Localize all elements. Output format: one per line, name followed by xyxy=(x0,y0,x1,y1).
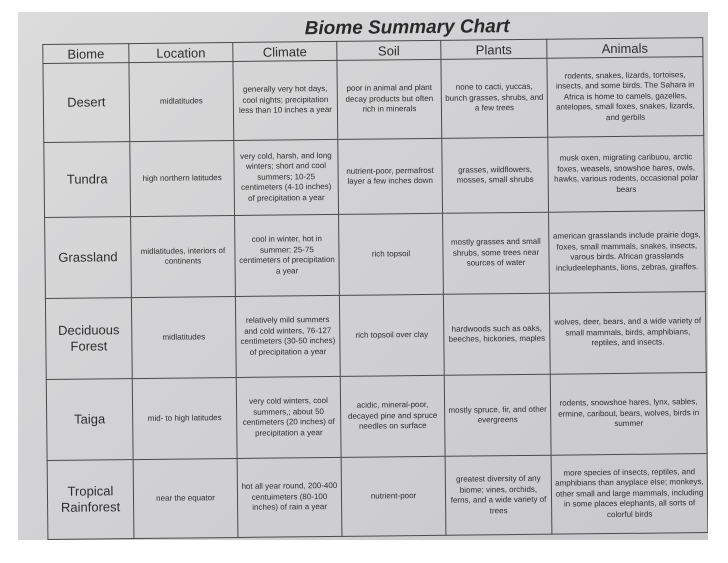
table-row xyxy=(46,373,707,461)
animals-cell: american grasslands include prairie dogs, foxes, small mammals, snakes, insects, varous birds. African grasslands includeelephants, lions, zebras, giraffes. xyxy=(549,211,706,294)
climate-cell: very cold, harsh, and long winters; short and cool summers; 10-25 centimeters (4-10 inches) of precipitation a year xyxy=(234,139,339,215)
animals-cell: musk oxen, migrating caribuou, arctic foxes, weasels, snowshoe hares, owls, hawks, various rodents, occasional polar bears xyxy=(548,136,705,213)
plants-cell: mostly spruce, fir, and other evergreens xyxy=(444,374,551,456)
header-animals: Animals xyxy=(547,38,703,59)
soil-cell: rich topsoil over clay xyxy=(339,294,444,376)
biome-cell: Taiga xyxy=(46,379,133,461)
location-cell: high northern latitudes xyxy=(130,140,235,216)
animals-cell: rodents, snakes, lizards, tortoises, insects, and some birds. The Sahara in Africa is home to camels, gazelles, antelopes, small foxes, snakes, lizards, and gerbils xyxy=(547,57,704,138)
climate-cell: cool in winter, hot in summer; 25-75 centimeters of precipitation a year xyxy=(235,214,340,296)
soil-cell: acidic, mineral-poor, decayed pine and spruce needles on surface xyxy=(340,375,445,457)
header-location: Location xyxy=(129,43,233,63)
biome-cell: Tundra xyxy=(44,142,131,218)
climate-cell: generally very hot days, cool nights; precipitation less than 10 inches a year xyxy=(233,60,338,140)
header-climate: Climate xyxy=(233,41,337,61)
location-cell: midlatitudes, interiors of continents xyxy=(131,215,236,297)
biome-cell: Deciduous Forest xyxy=(45,298,132,380)
table-row xyxy=(45,292,706,380)
plants-cell: greatest diversity of any biome; vines, orchids, ferns, and a wide variety of trees xyxy=(445,455,552,535)
location-cell: near the equator xyxy=(133,458,238,538)
climate-cell: very cold winters, cool summers,; about 50 centimeters (20 inches) of precipitation a year xyxy=(236,376,341,458)
biome-cell: Desert xyxy=(43,63,130,143)
header-soil: Soil xyxy=(337,40,441,60)
plants-cell: hardwoods such as oaks, beeches, hickories, maples xyxy=(443,293,550,375)
table-row xyxy=(47,454,708,540)
biome-table xyxy=(42,37,708,540)
animals-cell: rodents, snowshoe hares, lynx, sables, ermine, caribout, bears, wolves, birds in summer xyxy=(550,373,707,456)
animals-cell: wolves, deer, bears, and a wide variety of small mammals, birds, amphibians, reptiles, and insects. xyxy=(549,292,706,375)
climate-cell: hot all year round, 200-400 centuimeters (80-100 inches) of rain a year xyxy=(237,457,342,537)
table-row xyxy=(43,57,704,143)
biome-cell: Tropical Rainforest xyxy=(47,460,134,540)
plants-cell: mostly grasses and small shrubs, some trees near sources of water xyxy=(443,212,550,294)
plants-cell: grasses, wildflowers, mosses, small shrubs xyxy=(442,137,549,213)
soil-cell: rich topsoil xyxy=(339,213,444,295)
soil-cell: nutrient-poor xyxy=(341,456,446,536)
plants-cell: none to cacti, yuccas, bunch grasses, shrubs, and a few trees xyxy=(441,58,548,138)
animals-cell: more species of insects, reptiles, and amphibians than anyplace else; monkeys, other small and large mammals, including in some places elephants, all sorts of colorful birds xyxy=(551,454,708,535)
chart-photo xyxy=(18,12,708,540)
table-row xyxy=(45,211,706,299)
location-cell: midlatitudes xyxy=(129,62,234,142)
climate-cell: relatively mild summers and cold winters, 76-127 centimeters (30-50 inches) of precipitation a year xyxy=(235,295,340,377)
location-cell: midlatitudes xyxy=(131,296,236,378)
table-row xyxy=(44,136,705,218)
chart-title: Biome Summary Chart xyxy=(304,16,510,40)
soil-cell: poor in animal and plant decay products but often rich in minerals xyxy=(337,59,442,139)
header-plants: Plants xyxy=(441,39,547,59)
header-biome: Biome xyxy=(43,44,129,64)
chart-sheet xyxy=(42,13,708,540)
soil-cell: nutrient-poor, permafrost layer a few inches down xyxy=(338,138,443,214)
location-cell: mid- to high latitudes xyxy=(132,377,237,459)
biome-cell: Grassland xyxy=(45,217,132,299)
